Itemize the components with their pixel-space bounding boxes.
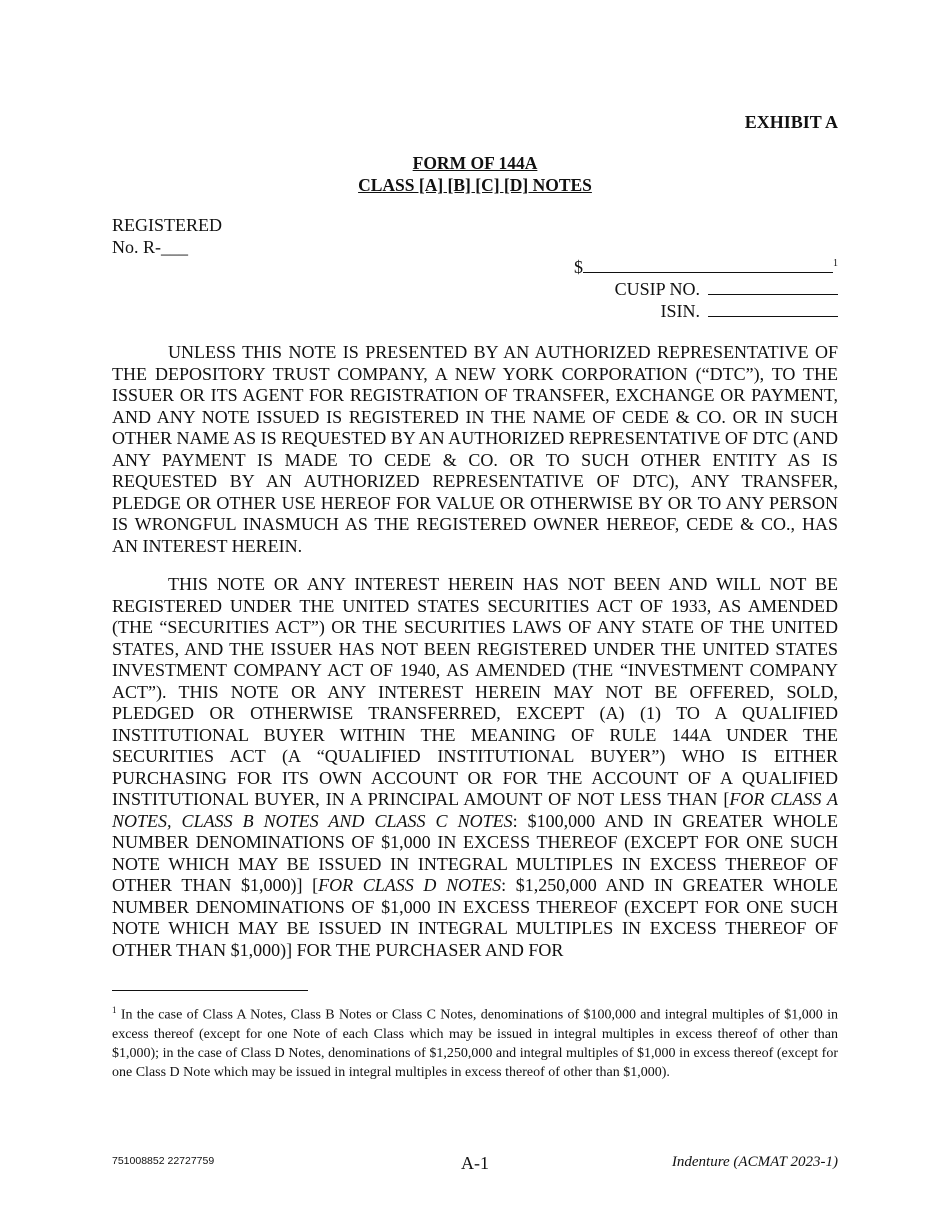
footnote-divider [112, 990, 308, 991]
indenture-label: Indenture (ACMAT 2023-1) [671, 1154, 838, 1170]
para2-part1: THIS NOTE OR ANY INTEREST HEREIN HAS NOT BEEN AND WILL NOT BE REGISTERED UNDER THE UNITED STATES SECURITIES ACT OF 1933, AS AMENDED (THE “SECURITIES ACT”) OR THE SECURITIES LAWS OF ANY STATE OF THE UNITED STATES, AND THE ISSUER HAS NOT BEEN REGISTERED UNDER THE UNITED STATES INVESTMENT COMPANY ACT OF 1940, AS AMENDED (THE “INVESTMENT COMPANY ACT”). THIS NOTE OR ANY INTEREST HEREIN MAY NOT BE OFFERED, SOLD, PLEDGED OR OTHERWISE TRANSFERRED, EXCEPT (A) (1) TO A QUALIFIED INSTITUTIONAL BUYER WITHIN THE MEANING OF RULE 144A UNDER THE SECURITIES ACT (A “QUALIFIED INSTITUTIONAL BUYER”) WHO IS EITHER PURCHASING FOR ITS OWN ACCOUNT OR FOR THE ACCOUNT OF A QUALIFIED INSTITUTIONAL BUYER, IN A PRINCIPAL AMOUNT OF NOT LESS THAN [ [112, 574, 838, 809]
document-title [0, 152, 950, 196]
cusip-field [615, 278, 838, 300]
amount-field [574, 256, 838, 278]
title-line-2: CLASS [A] [B] [C] [D] NOTES [358, 175, 592, 195]
para2-italic-class-d: FOR CLASS D NOTES [318, 875, 502, 895]
legend-paragraph-dtc: UNLESS THIS NOTE IS PRESENTED BY AN AUTHORIZED REPRESENTATIVE OF THE DEPOSITORY TRUST COMPANY, A NEW YORK CORPORATION (“DTC”), TO THE ISSUER OR ITS AGENT FOR REGISTRATION OF TRANSFER, EXCHANGE OR PAYMENT, AND ANY NOTE ISSUED IS REGISTERED IN THE NAME OF CEDE & CO. OR IN SUCH OTHER NAME AS IS REQUESTED BY AN AUTHORIZED REPRESENTATIVE OF DTC (AND ANY PAYMENT IS MADE TO CEDE & CO. OR TO SUCH OTHER ENTITY AS IS REQUESTED BY AN AUTHORIZED REPRESENTATIVE OF DTC), ANY TRANSFER, PLEDGE OR OTHER USE HEREOF FOR VALUE OR OTHERWISE BY OR TO ANY PERSON IS WRONGFUL INASMUCH AS THE REGISTERED OWNER HEREOF, CEDE & CO., HAS AN INTEREST HEREIN. [112, 342, 838, 556]
para2-part2: : $100,000 AND IN GREATER WHOLE NUMBER DENOMINATIONS OF $1,000 IN EXCESS THEREOF (EXCEPT FOR ONE SUCH NOTE WHICH MAY BE ISSUED IN INTEGRAL MULTIPLES IN EXCESS THEREOF OF OTHER THAN $1,000)] [ [112, 810, 838, 895]
currency-symbol: $ [574, 257, 583, 277]
isin-field [661, 300, 839, 322]
registered-block [112, 214, 222, 258]
para2-part3: : $1,250,000 AND IN GREATER WHOLE NUMBER DENOMINATIONS OF $1,000 IN EXCESS THEREOF (EXCEPT FOR ONE SUCH NOTE WHICH MAY BE ISSUED IN INTEGRAL MULTIPLES IN EXCESS THEREOF OF OTHER THAN $1,000)] FOR THE PURCHASER AND FOR [112, 875, 838, 960]
title-line-1: FORM OF 144A [412, 153, 538, 173]
registered-label: REGISTERED [112, 215, 222, 235]
cusip-label: CUSIP NO. [614, 279, 700, 299]
cusip-blank-line [708, 278, 838, 295]
footnote [112, 1001, 838, 1082]
page-number: A-1 [461, 1153, 489, 1173]
footnote-ref: 1 [833, 258, 838, 269]
amount-blank-line [583, 256, 833, 273]
footnote-text: In the case of Class A Notes, Class B Notes or Class C Notes, denominations of $100,000 and integral multiples of $1,000 in excess thereof (except for one Note of each Class which may be issued in integral multiples in excess thereof of other than $1,000); in the case of Class D Notes, denominations of $1,250,000 and integral multiples of $1,000 in excess thereof (except for one Class D Note which may be issued in integral multiples in excess thereof of other than $1,000). [112, 1007, 838, 1080]
isin-blank-line [708, 300, 838, 317]
registered-number: No. R-___ [112, 237, 188, 257]
isin-label: ISIN. [660, 301, 700, 321]
legend-paragraph-securities [112, 574, 838, 961]
footnote-number: 1 [112, 1005, 117, 1015]
exhibit-label: EXHIBIT A [744, 112, 838, 132]
document-id: 751008852 22727759 [112, 1155, 215, 1167]
para2-italic-class-abc: FOR CLASS A NOTES, CLASS B NOTES AND CLASS C NOTES [112, 789, 838, 831]
